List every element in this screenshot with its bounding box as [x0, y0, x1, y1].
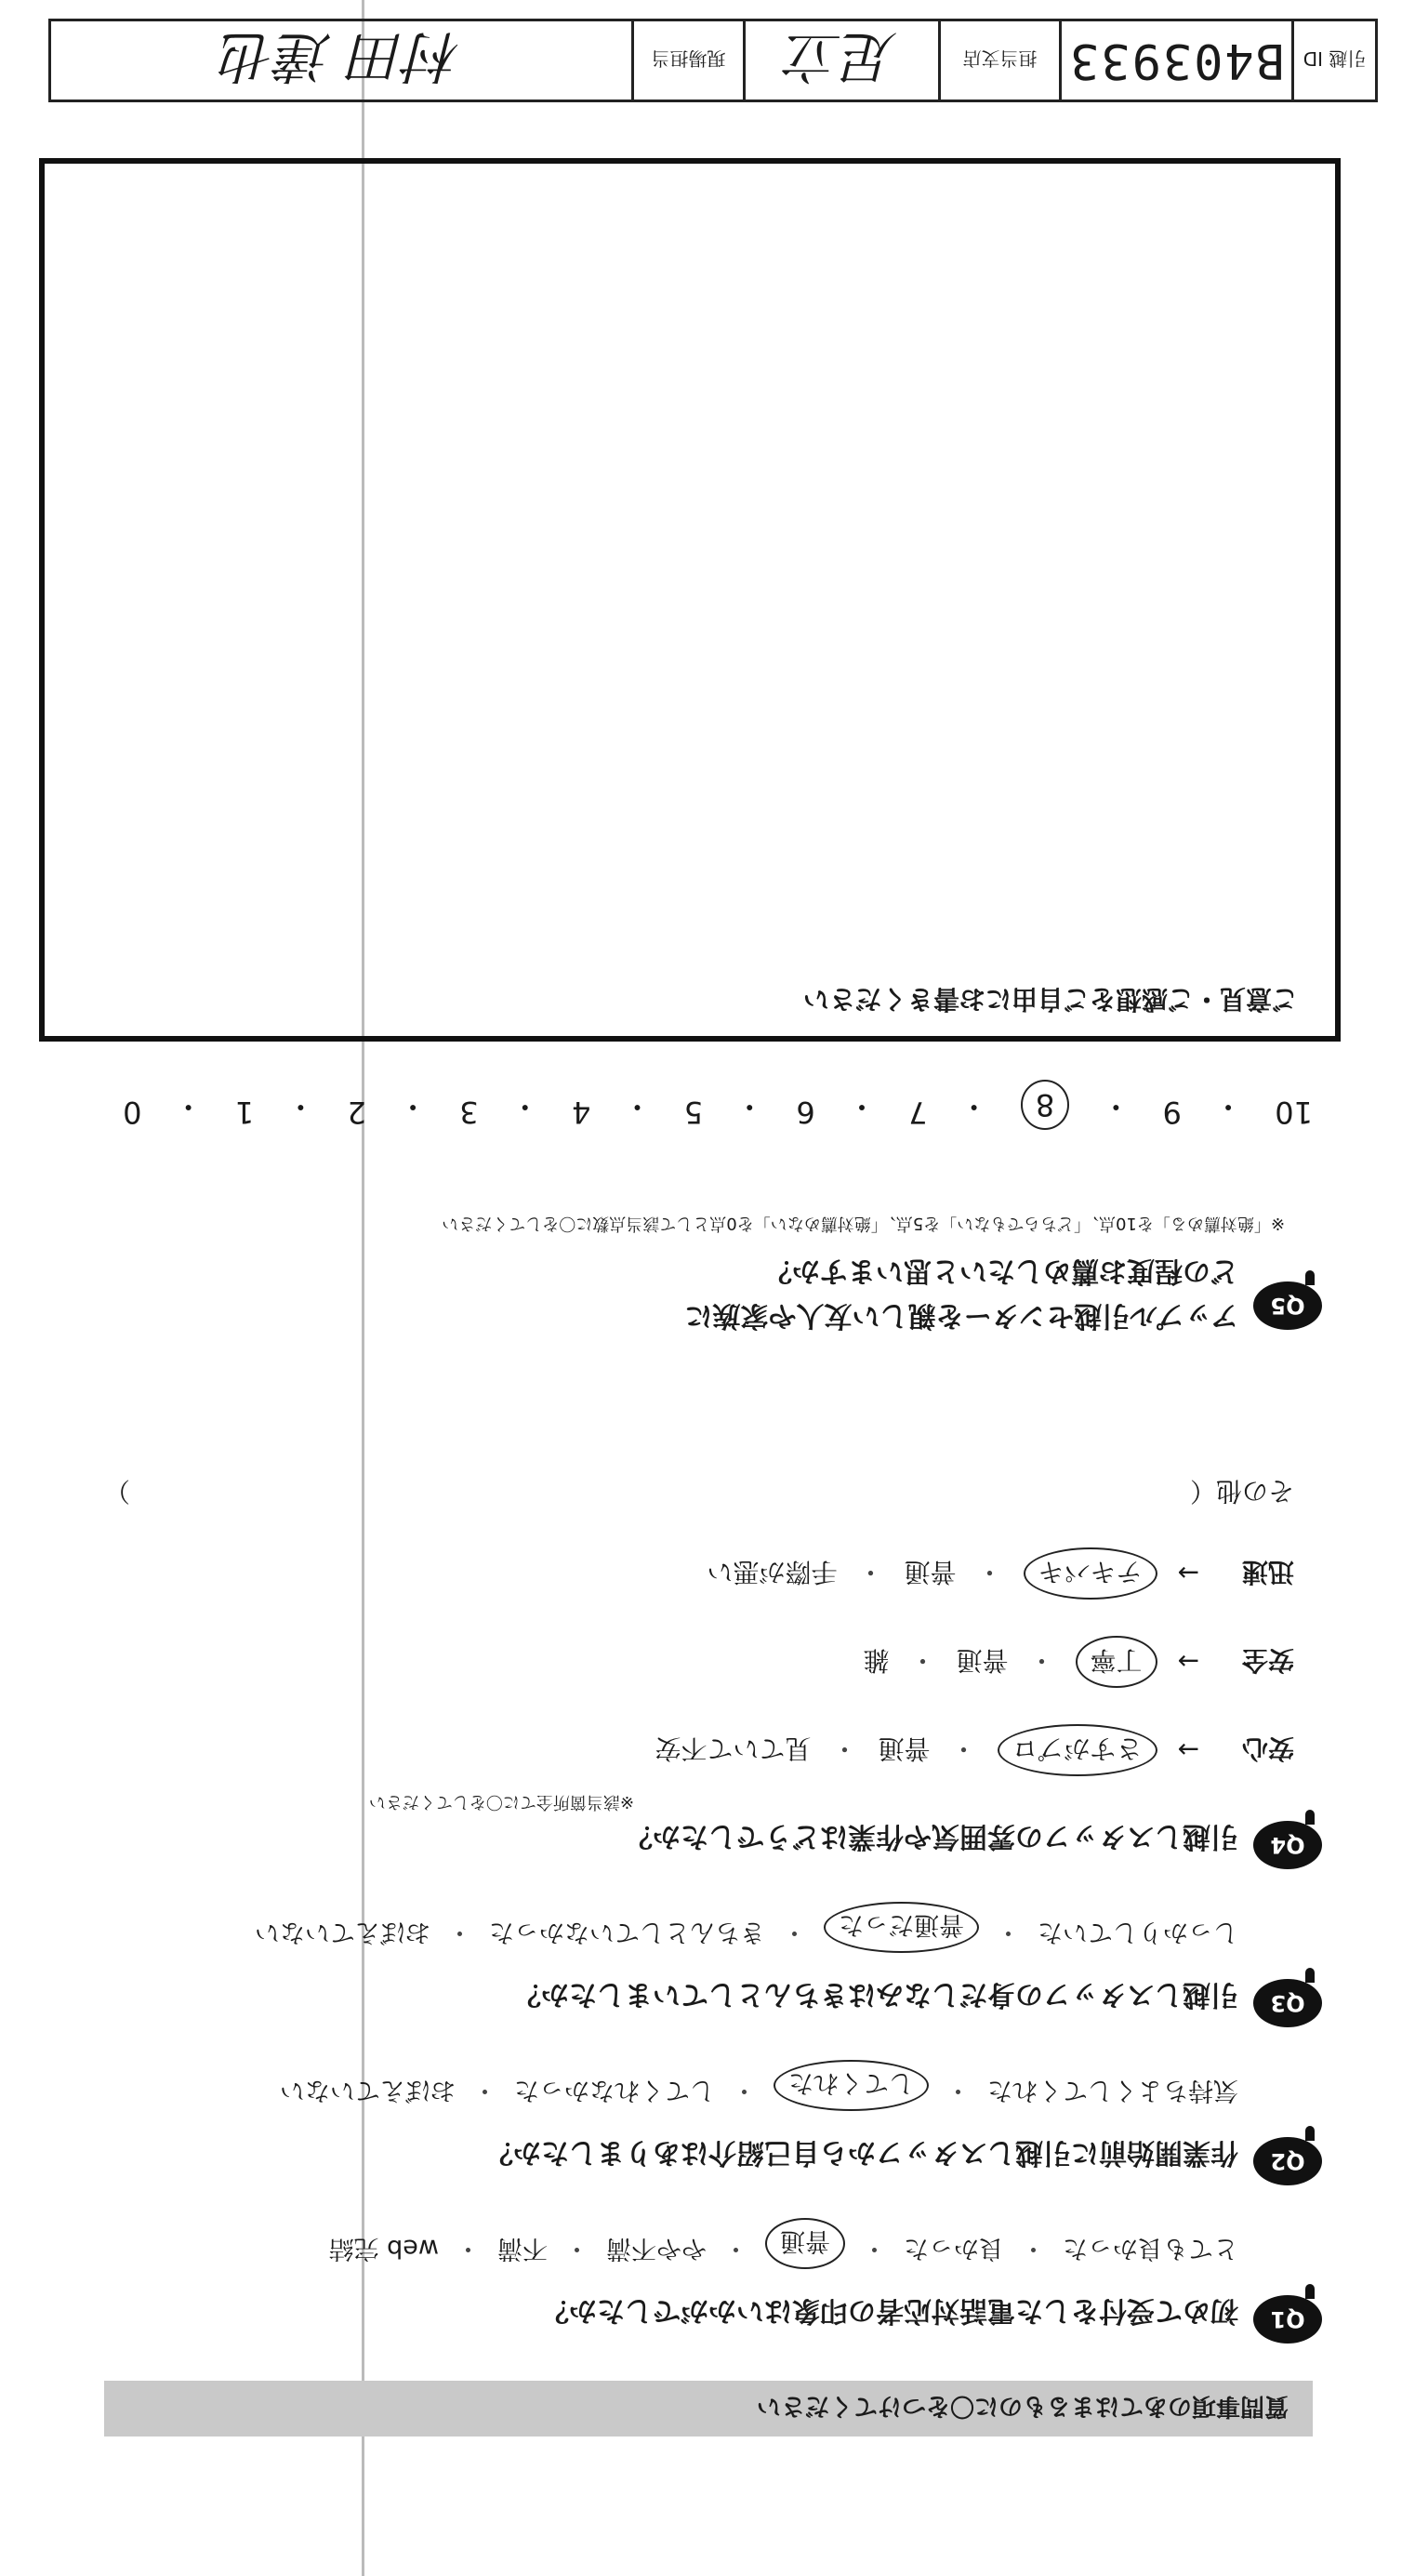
q5-question-line2: どの程度お薦めしたいと思いますか？ — [764, 1255, 1238, 1287]
scale-value[interactable]: 3 — [459, 1095, 479, 1130]
q4-option[interactable]: 普通 — [878, 1733, 931, 1764]
q5-question-line1: アップル引越センターを親しい友人や家族に — [684, 1299, 1238, 1332]
branch-value: 足立 — [786, 23, 898, 88]
instruction-text: 質問事項のあてはまるものに〇をつけてください — [756, 2392, 1289, 2421]
q3-block — [86, 1897, 1322, 2027]
scale-value[interactable]: 10 — [1275, 1095, 1313, 1130]
q1-option[interactable]: やや不満 — [606, 2234, 707, 2263]
scale-value[interactable]: 7 — [908, 1095, 928, 1130]
q3-option[interactable]: しっかりしていた — [1038, 1918, 1238, 1946]
header-table — [48, 19, 1378, 102]
q4-option-selected[interactable]: さすがプロ — [998, 1724, 1157, 1776]
q4-row-other — [104, 1474, 1294, 1511]
scale-dot: ・ — [173, 1089, 204, 1124]
q2-options: 気持ちよくしてくれた ・ してくれた ・ してくれなかった ・ おぼえていない — [280, 2060, 1238, 2111]
q4-option[interactable]: 雑 — [863, 1645, 890, 1676]
branch-label-cell — [938, 21, 1059, 100]
id-value-cell — [1059, 21, 1291, 100]
q4-other-label: その他（ — [1189, 1476, 1294, 1507]
scale-dot: ・ — [734, 1089, 765, 1124]
arrow-icon: → — [1177, 1558, 1199, 1589]
scale-dot: ・ — [509, 1089, 540, 1124]
branch-value-cell — [743, 21, 938, 100]
q5-block — [86, 1153, 1322, 1339]
q2-badge: Q2 — [1253, 2137, 1322, 2185]
q2-option[interactable]: してくれなかった — [514, 2076, 715, 2105]
q1-option-selected[interactable]: 普通 — [765, 2218, 845, 2269]
q4-option-selected[interactable]: 丁寧 — [1076, 1636, 1157, 1688]
q1-question: 初めて受付をした電話対応者の印象はいかがでしたか？ — [541, 2294, 1238, 2327]
q5-badge: Q5 — [1253, 1281, 1322, 1330]
q4-question: 引越しスタッフの雰囲気や作業はどうでしたか？ — [625, 1820, 1238, 1852]
q5-note: ※「絶対薦める」を10点、「どちらでもない」を5点、「絶対薦めない」を0点として該当点数に〇をしてください — [442, 1214, 1285, 1233]
q4-row-jinsoku: 迅速 → テキパキ ・ 普通 ・ 手際が悪い — [707, 1547, 1294, 1600]
q1-badge: Q1 — [1253, 2295, 1322, 2344]
q2-block — [86, 2055, 1322, 2185]
scale-dot: ・ — [622, 1089, 653, 1124]
q4-option[interactable]: 普通 — [904, 1557, 957, 1587]
leader-value: 村田 達也 — [220, 23, 462, 88]
q3-option[interactable]: きちんとしていなかった — [489, 1918, 765, 1946]
leader-label-cell — [631, 21, 743, 100]
scale-value-selected[interactable]: 8 — [1021, 1080, 1069, 1130]
scale-value[interactable]: 9 — [1162, 1095, 1182, 1130]
q4-badge: Q4 — [1253, 1821, 1322, 1869]
q1-option[interactable]: とても良かった — [1063, 2234, 1238, 2263]
q4-row-anzen: 安全 → 丁寧 ・ 普通 ・ 雑 — [863, 1636, 1294, 1688]
q5-scale — [123, 1080, 1313, 1130]
q2-option[interactable]: 気持ちよくしてくれた — [987, 2076, 1238, 2105]
q4-option[interactable]: 見ていて不安 — [655, 1733, 812, 1764]
q1-option[interactable]: 良かった — [904, 2234, 1004, 2263]
q4-row-key: 迅速 — [1241, 1557, 1294, 1587]
scale-value[interactable]: 4 — [571, 1095, 591, 1130]
leader-value-cell — [51, 21, 631, 100]
q1-options: とても良かった ・ 良かった ・ 普通 ・ やや不満 ・ 不満 ・ web 完結 — [329, 2218, 1238, 2269]
branch-label: 担当支店 — [962, 47, 1038, 71]
q2-option[interactable]: おぼえていない — [280, 2076, 456, 2105]
scale-value[interactable]: 0 — [123, 1095, 142, 1130]
q4-note: ※該当箇所全てに〇をしてください — [368, 1792, 634, 1812]
comment-box[interactable] — [39, 158, 1341, 1042]
arrow-icon: → — [1177, 1646, 1199, 1678]
q2-question: 作業開始前に引越しスタッフから自己紹介はありましたか？ — [485, 2136, 1238, 2169]
instruction-bar — [104, 2381, 1313, 2437]
q4-option[interactable]: 普通 — [956, 1645, 1009, 1676]
scale-value[interactable]: 1 — [234, 1095, 255, 1130]
q4-row-anshin: 安心 → さすがプロ ・ 普通 ・ 見ていて不安 — [655, 1724, 1294, 1776]
q4-row-key: 安全 — [1241, 1645, 1294, 1676]
scale-value[interactable]: 5 — [683, 1095, 704, 1130]
q1-block — [86, 2213, 1322, 2344]
scale-dot: ・ — [1213, 1089, 1244, 1124]
arrow-icon: → — [1177, 1734, 1199, 1766]
q2-option-selected[interactable]: してくれた — [774, 2060, 929, 2111]
scale-dot: ・ — [959, 1089, 989, 1124]
scale-dot: ・ — [398, 1089, 429, 1124]
scale-dot: ・ — [846, 1089, 877, 1124]
id-label-cell — [1291, 21, 1375, 100]
scale-value[interactable]: 6 — [796, 1095, 815, 1130]
q3-options: しっかりしていた ・ 普通だった ・ きちんとしていなかった ・ おぼえていない — [255, 1902, 1238, 1953]
q4-row-key: 安心 — [1241, 1733, 1294, 1764]
q1-option[interactable]: 不満 — [497, 2234, 548, 2263]
q4-block — [86, 1469, 1322, 1869]
id-label: 引越 ID — [1303, 47, 1367, 71]
scale-dot: ・ — [1101, 1089, 1131, 1124]
q3-option-selected[interactable]: 普通だった — [824, 1902, 979, 1953]
scale-dot: ・ — [285, 1089, 316, 1124]
comment-label: ご意見・ご感想をご自由にお書きください — [802, 984, 1298, 1015]
q4-other-close: ） — [104, 1476, 131, 1507]
q3-badge: Q3 — [1253, 1979, 1322, 2027]
q3-option[interactable]: おぼえていない — [255, 1918, 430, 1946]
scale-value[interactable]: 2 — [347, 1095, 366, 1130]
q4-option-selected[interactable]: テキパキ — [1024, 1547, 1157, 1600]
q4-option[interactable]: 手際が悪い — [707, 1557, 838, 1587]
q3-question: 引越しスタッフの身だしなみはきちんとしていましたか？ — [513, 1978, 1238, 2011]
leader-label: 現場担当 — [651, 47, 726, 71]
id-value: B403933 — [1067, 33, 1286, 88]
q1-option[interactable]: web 完結 — [328, 2234, 439, 2263]
